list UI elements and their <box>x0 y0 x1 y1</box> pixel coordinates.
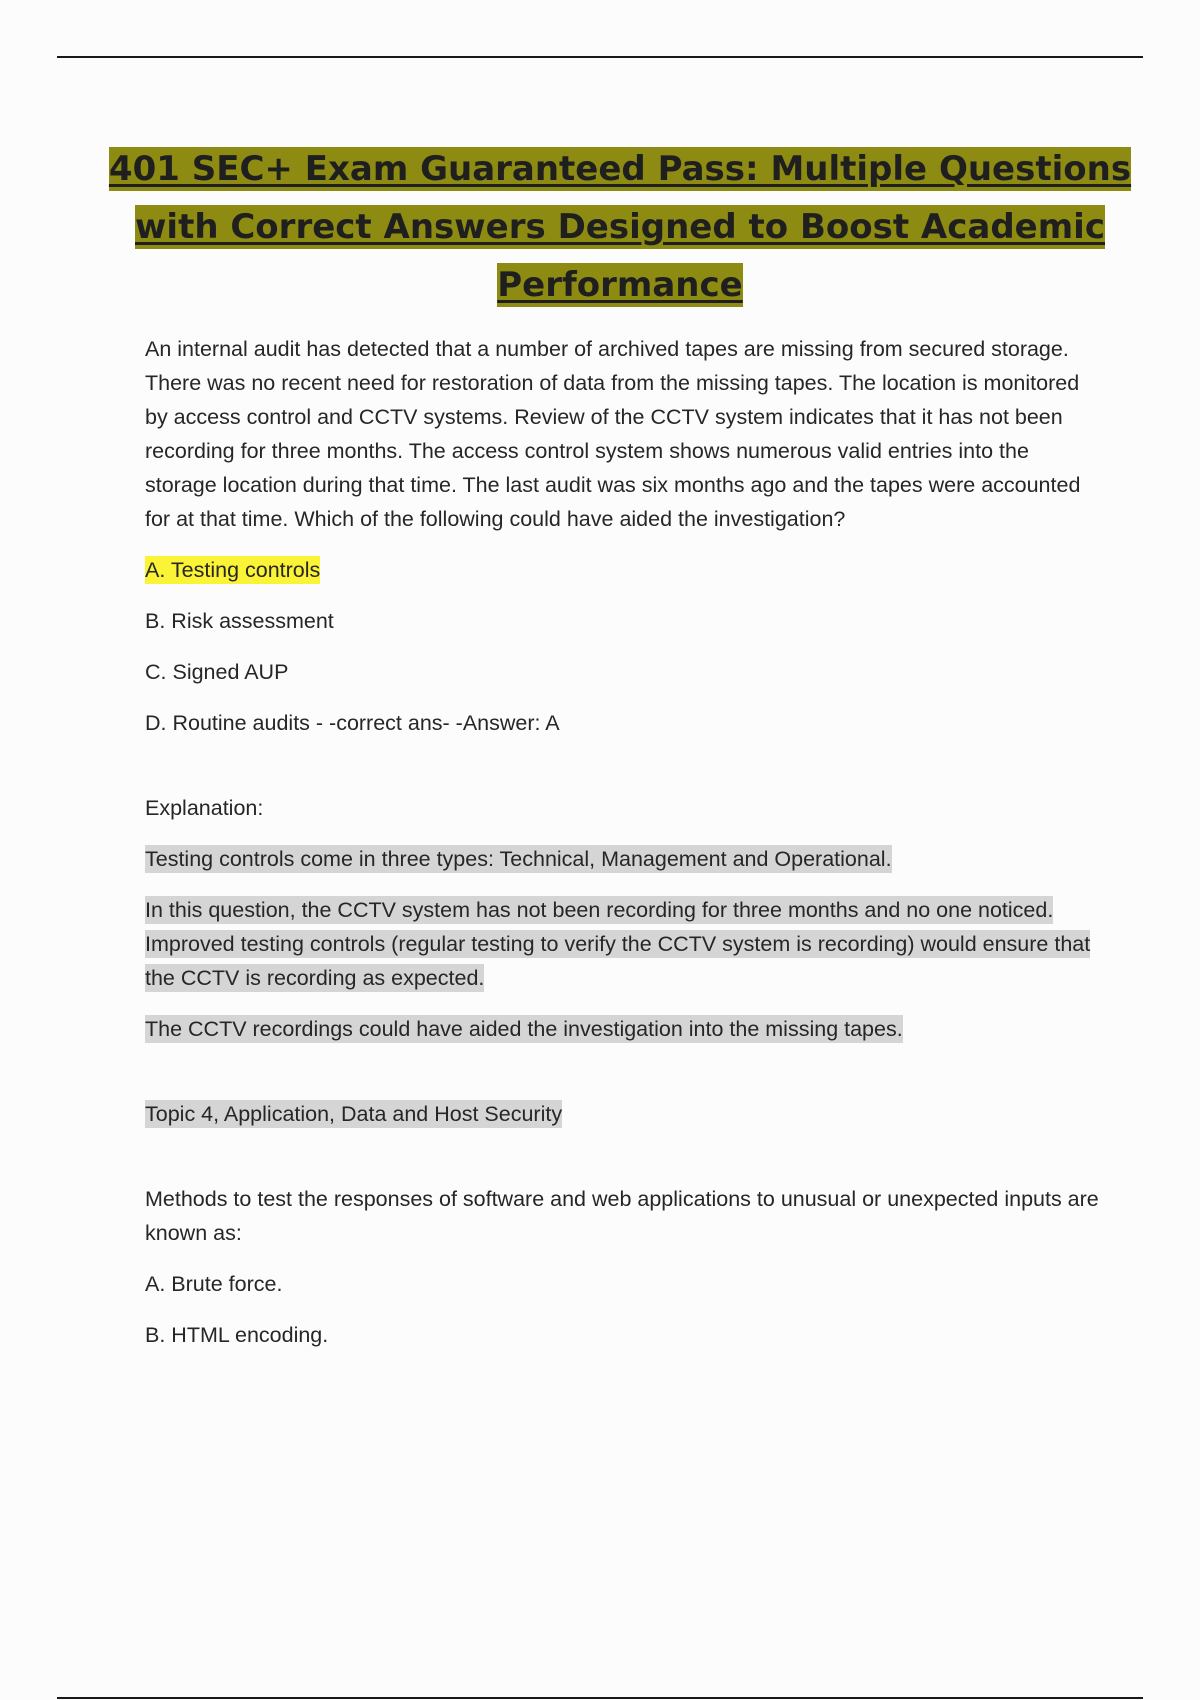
document-title-text: 401 SEC+ Exam Guaranteed Pass: Multiple Questions with Correct Answers Designed to Boost Academic Performance <box>108 149 1132 305</box>
question-2-text: Methods to test the responses of software and web applications to unusual or unexpected inputs are known as: <box>145 1187 1099 1245</box>
topic-heading: Topic 4, Application, Data and Host Security <box>145 1102 563 1126</box>
header-rule <box>57 56 1143 58</box>
question-1-option-d: D. Routine audits - -correct ans- -Answer: A <box>145 711 560 735</box>
spacer <box>145 757 1105 791</box>
explanation-label: Explanation: <box>145 796 264 820</box>
question-1-option-c: C. Signed AUP <box>145 660 289 684</box>
spacer <box>145 1148 1105 1182</box>
document-title <box>100 140 1140 314</box>
explanation-line-2: In this question, the CCTV system has not been recording for three months and no one noticed. Improved testing controls (regular testing to verify the CCTV system is recording) would ensure that the CCTV is recording as expected. <box>145 898 1091 990</box>
correct-answer-highlight: A. Testing controls <box>145 558 321 582</box>
footer-rule <box>57 1697 1143 1699</box>
explanation-line-3: The CCTV recordings could have aided the investigation into the missing tapes. <box>145 1017 903 1041</box>
question-1-text: An internal audit has detected that a number of archived tapes are missing from secured storage. There was no recent need for restoration of data from the missing tapes. The location is monitored by access control and CCTV systems. Review of the CCTV system indicates that it has not been recording for three months. The access control system shows numerous valid entries into the storage location during that time. The last audit was six months ago and the tapes were accounted for at that time. Which of the following could have aided the investigation? <box>145 337 1081 531</box>
spacer <box>145 1063 1105 1097</box>
question-2-option-a: A. Brute force. <box>145 1272 283 1296</box>
question-1-option-b: B. Risk assessment <box>145 609 334 633</box>
question-1-option-a <box>145 553 1105 587</box>
document-body <box>145 332 1105 1369</box>
question-2-option-b: B. HTML encoding. <box>145 1323 329 1347</box>
explanation-line-1: Testing controls come in three types: Technical, Management and Operational. <box>145 847 892 871</box>
